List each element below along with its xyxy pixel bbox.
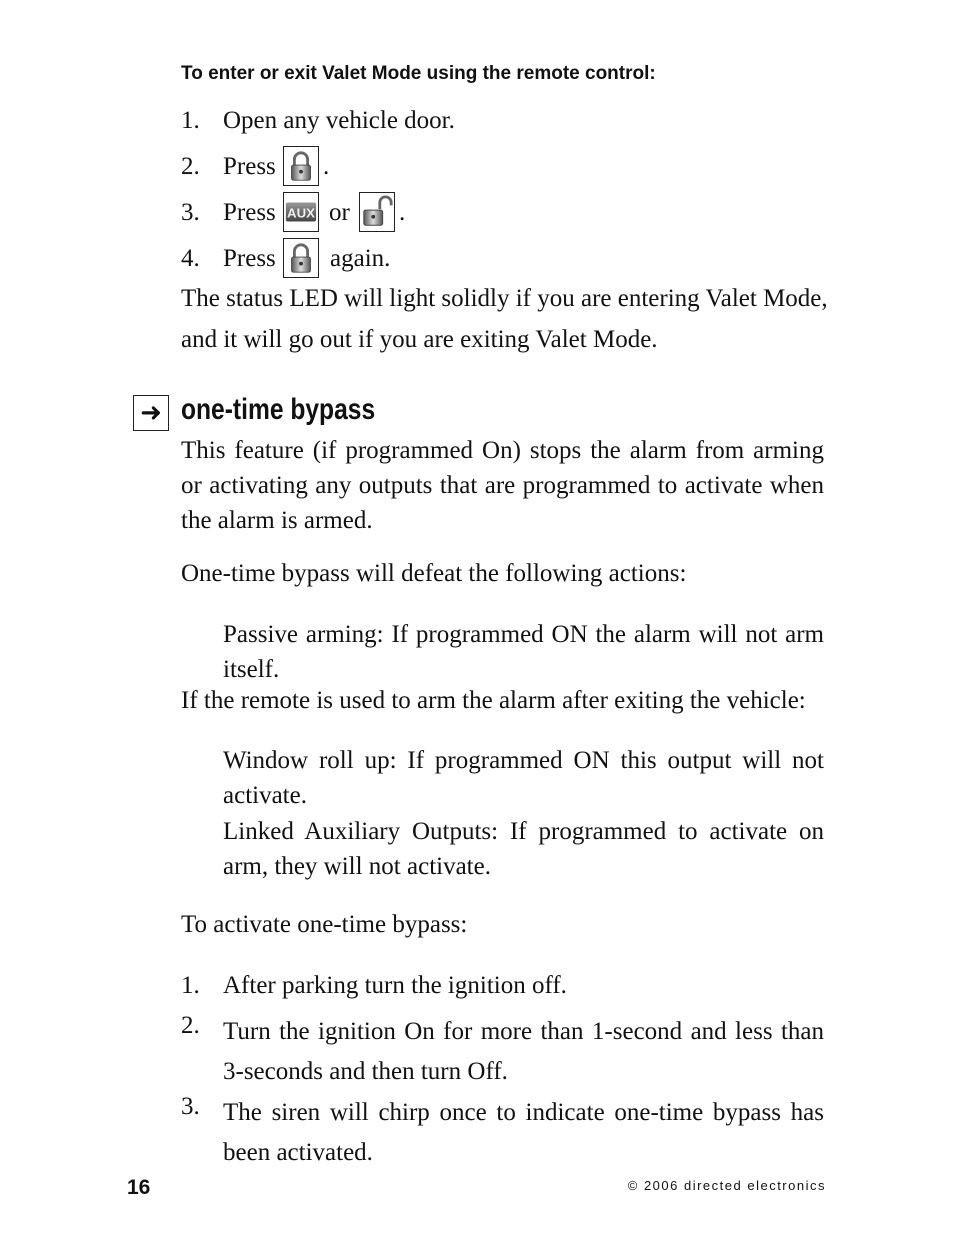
valet-step-2-period: . — [323, 153, 330, 180]
valet-step-4-press: Press — [223, 245, 276, 272]
valet-step-2-press: Press — [223, 153, 276, 180]
activate-intro: To activate one-time bypass: — [181, 911, 468, 938]
bypass-step-3-text: The siren will chirp once to indicate one-time bypass has been activated. — [223, 1099, 824, 1166]
unlock-icon — [359, 192, 395, 232]
bypass-step-2-text: Turn the ignition On for more than 1-second and less than 3-seconds and then turn Off. — [223, 1018, 824, 1085]
valet-step-4-again: again. — [330, 245, 391, 272]
valet-step-2-number: 2. — [181, 153, 200, 180]
lock-icon — [283, 238, 319, 278]
feature-description: This feature (if programmed On) stops the alarm from arming or activating any outputs that are programmed to activate when the alarm is armed. — [181, 437, 824, 534]
valet-step-3-period: . — [399, 199, 406, 226]
window-roll-up-item: Window roll up: If programmed ON this output will not activate. — [223, 747, 824, 809]
defeat-intro: One-time bypass will defeat the following actions: — [181, 560, 687, 587]
copyright: © 2006 directed electronics — [627, 1178, 826, 1193]
bypass-step-2-number: 2. — [181, 1012, 200, 1039]
valet-step-3-number: 3. — [181, 199, 200, 226]
remote-intro: If the remote is used to arm the alarm after exiting the vehicle: — [181, 687, 806, 714]
passive-arming-item: Passive arming: If programmed ON the alarm will not arm itself. — [223, 621, 824, 683]
valet-step-3-or: or — [329, 199, 350, 226]
bypass-step-3-number: 3. — [181, 1093, 200, 1120]
arrow-glyph: ➜ — [140, 398, 162, 428]
svg-text:AUX: AUX — [287, 205, 315, 221]
valet-step-1-number: 1. — [181, 107, 200, 134]
valet-step-1-text: Open any vehicle door. — [223, 107, 455, 134]
bypass-step-1-number: 1. — [181, 972, 200, 999]
linked-aux-outputs-item: Linked Auxiliary Outputs: If programmed to activate on arm, they will not activate. — [223, 818, 824, 880]
lock-icon — [283, 146, 319, 186]
valet-step-3-press: Press — [223, 199, 276, 226]
bypass-step-1-text: After parking turn the ignition off. — [223, 972, 567, 999]
status-led-line-1: The status LED will light solidly if you are entering Valet Mode, — [181, 285, 828, 312]
valet-mode-heading: To enter or exit Valet Mode using the remote control: — [181, 63, 656, 84]
page-number: 16 — [127, 1176, 151, 1199]
aux-icon — [283, 192, 319, 232]
status-led-line-2: and it will go out if you are exiting Valet Mode. — [181, 326, 658, 353]
arrow-icon — [133, 395, 169, 431]
valet-step-4-number: 4. — [181, 245, 200, 272]
section-title: one-time bypass — [181, 393, 376, 426]
